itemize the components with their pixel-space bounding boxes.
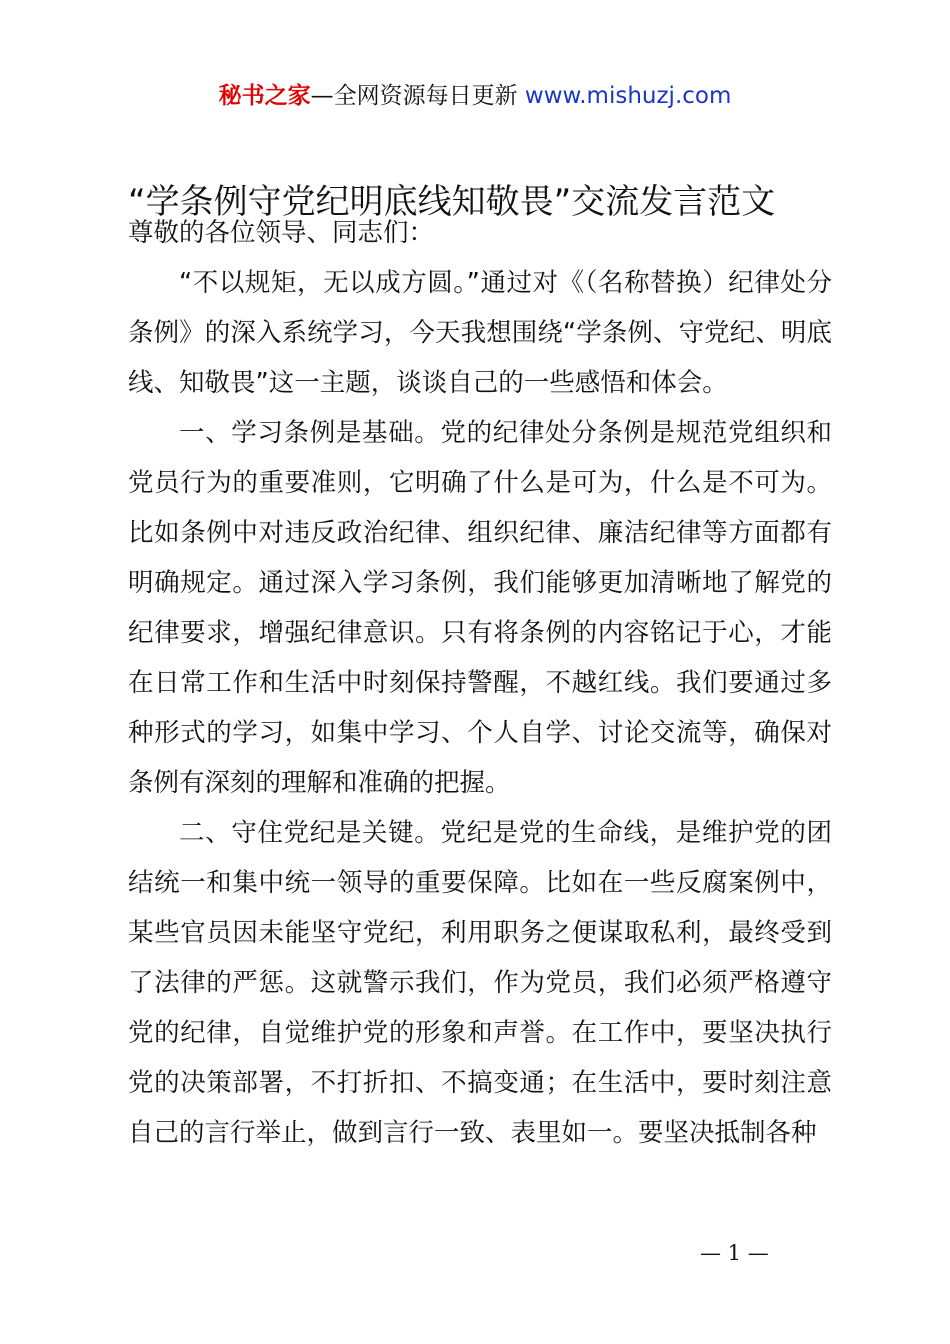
paragraph-intro: “不以规矩，无以成方圆。”通过对《（名称替换）纪律处分条例》的深入系统学习，今天我想围绕“学条例、守党纪、明底线、知敬畏”这一主题，谈谈自己的一些感悟和体会。 — [128, 268, 832, 398]
paragraph-section-2: 二、守住党纪是关键。党纪是党的生命线，是维护党的团结统一和集中统一领导的重要保障。比如在一些反腐案例中，某些官员因未能坚守党纪，利用职务之便谋取私利，最终受到了法律的严惩。这就警示我们，作为党员，我们必须严格遵守党的纪律，自觉维护党的形象和声誉。在工作中，要坚决执行党的决策部署，不打折扣、不搞变通；在生活中，要时刻注意自己的言行举止，做到言行一致、表里如一。要坚决抵制各种 — [128, 818, 832, 1148]
document-body — [128, 208, 832, 1158]
site-slogan: —全网资源每日更新 — [310, 83, 518, 109]
site-header — [0, 80, 950, 112]
site-url-link[interactable]: www.mishuzj.com — [524, 83, 732, 109]
document-title: “学条例守党纪明底线知敬畏”交流发言范文 — [128, 182, 776, 222]
salutation: 尊敬的各位领导、同志们： — [128, 218, 435, 248]
paragraph-section-1: 一、学习条例是基础。党的纪律处分条例是规范党组织和党员行为的重要准则，它明确了什么是可为，什么是不可为。比如条例中对违反政治纪律、组织纪律、廉洁纪律等方面都有明确规定。通过深入学习条例，我们能够更加清晰地了解党的纪律要求，增强纪律意识。只有将条例的内容铭记于心，才能在日常工作和生活中时刻保持警醒，不越红线。我们要通过多种形式的学习，如集中学习、个人自学、讨论交流等，确保对条例有深刻的理解和准确的把握。 — [128, 418, 832, 798]
page-number: — 1 — — [700, 1241, 769, 1265]
site-brand: 秘书之家 — [218, 83, 311, 109]
